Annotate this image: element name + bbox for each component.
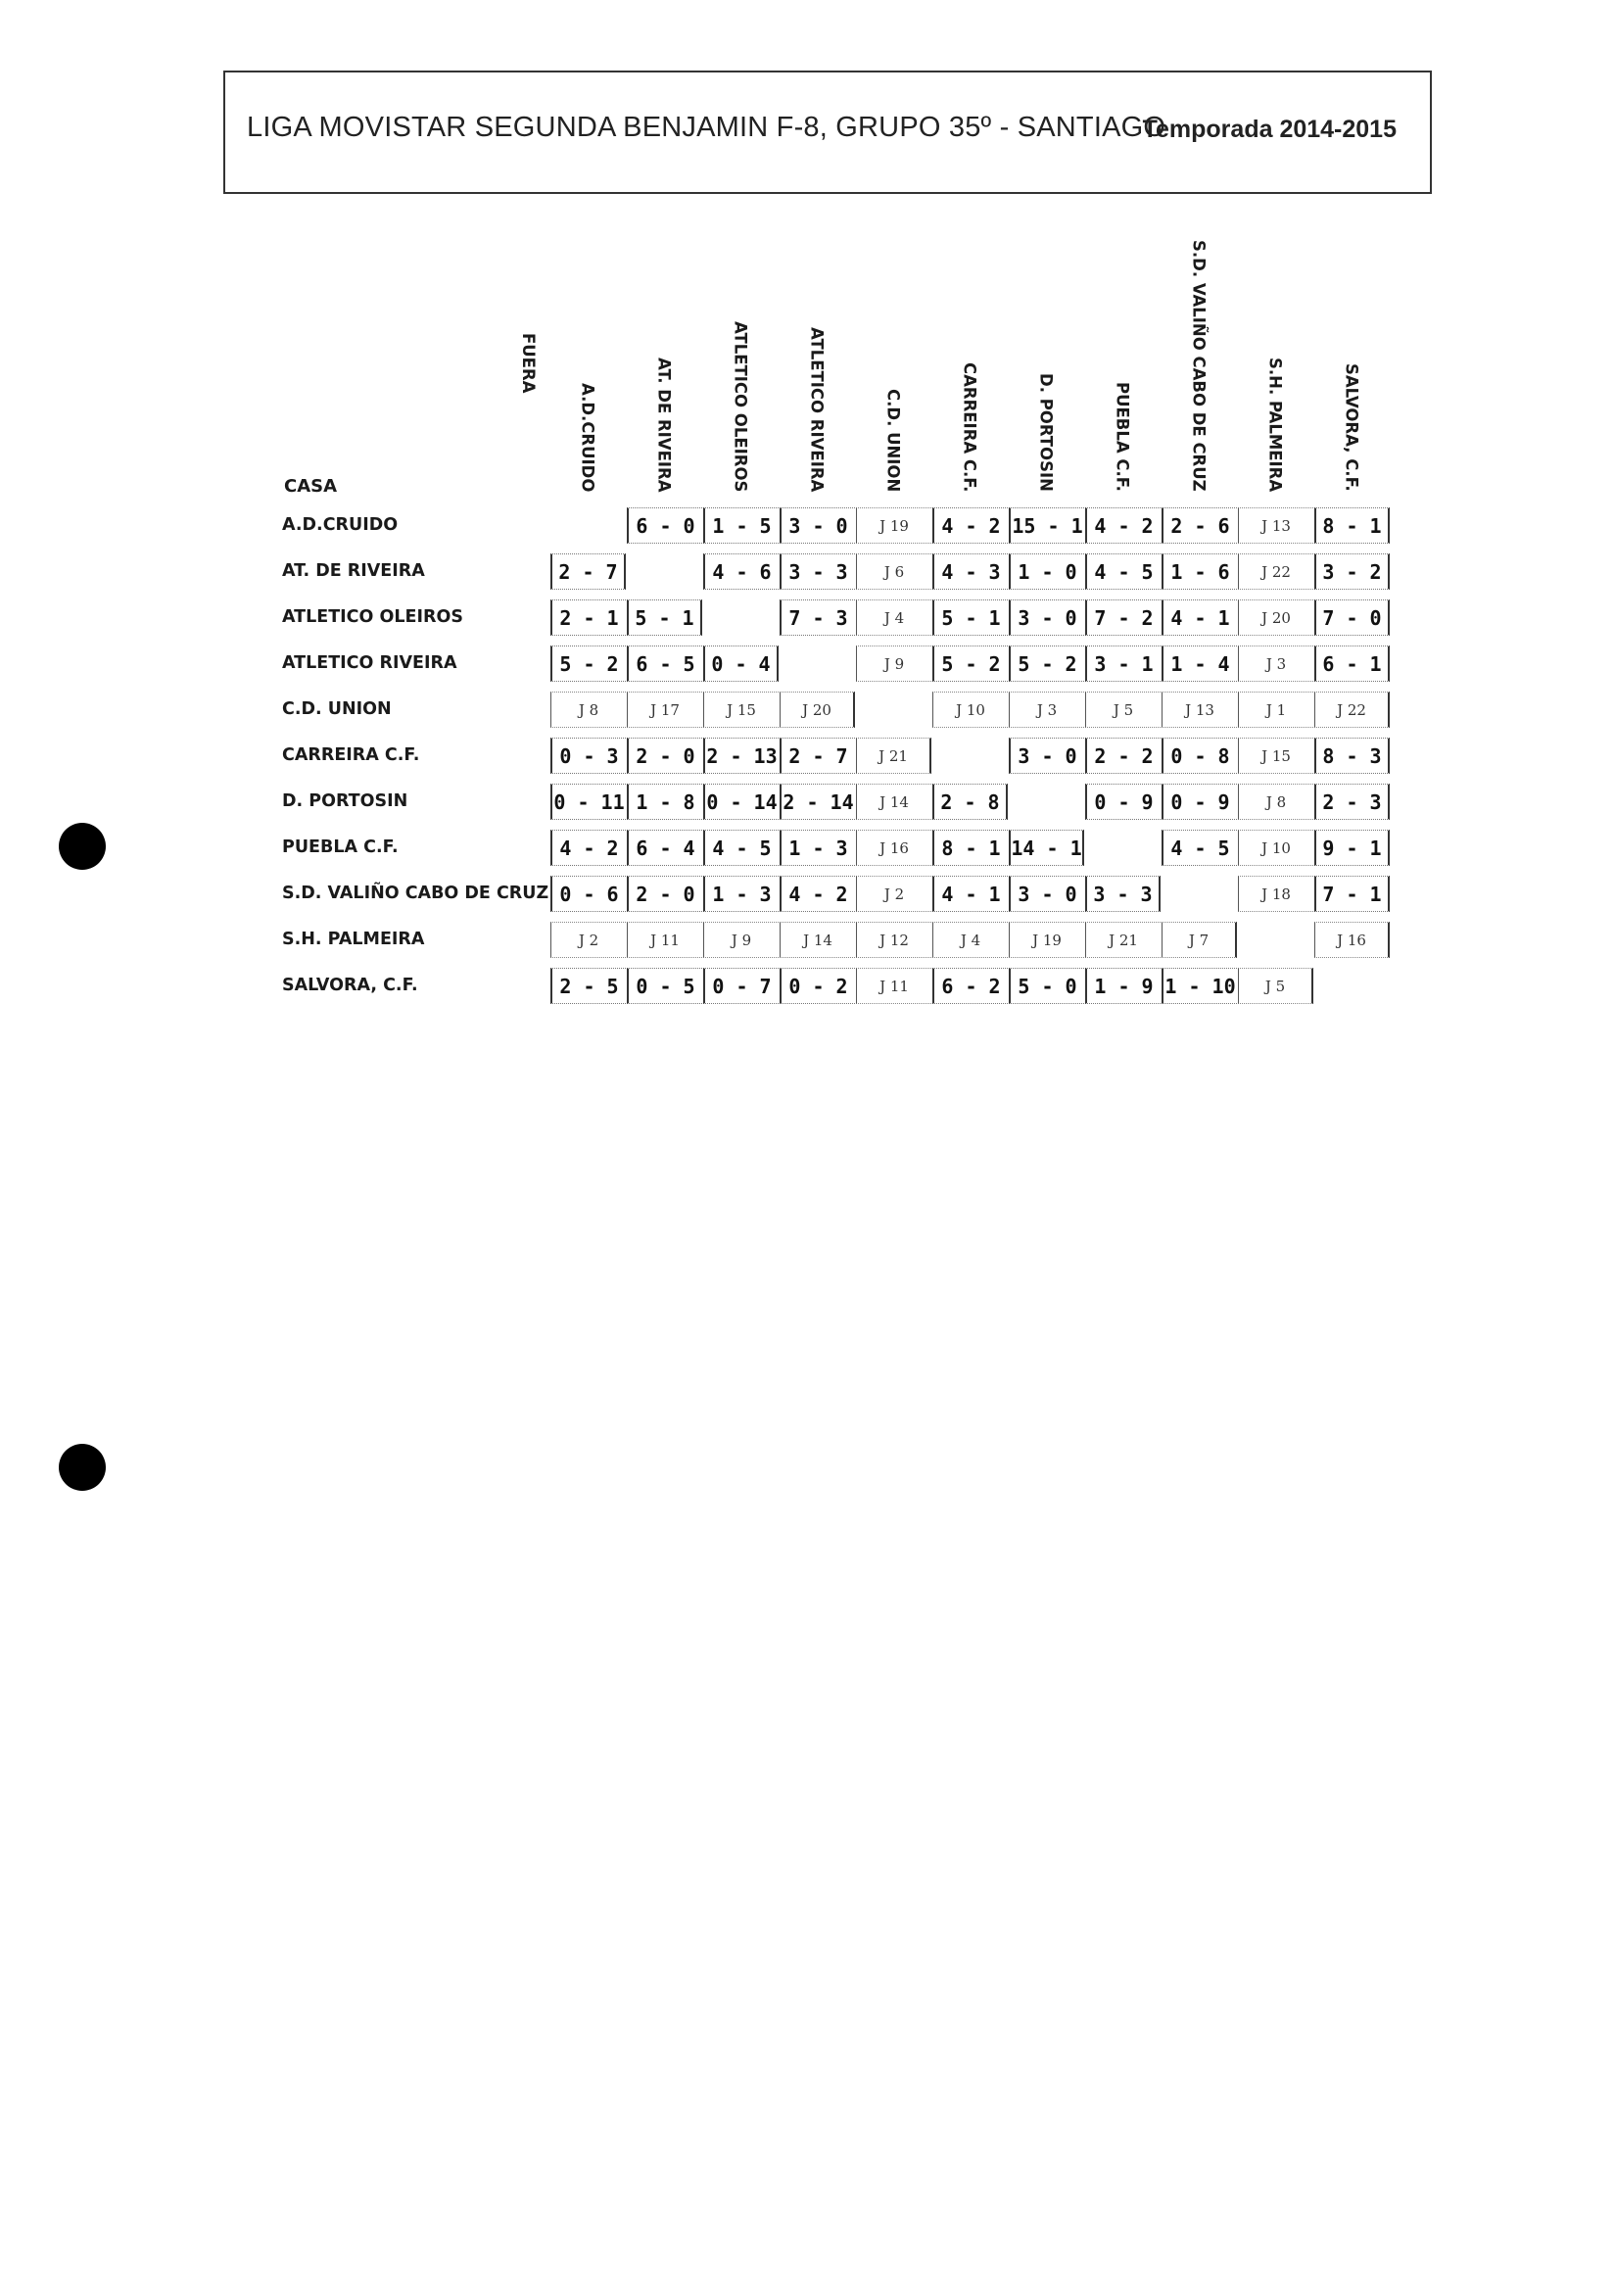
score-cell: 6 - 4 (627, 830, 702, 866)
away-label: FUERA (519, 333, 538, 394)
score-cell: 2 - 0 (627, 876, 702, 912)
score-cell: 3 - 1 (1085, 646, 1161, 682)
punch-hole (59, 823, 106, 870)
score-cell: 7 - 3 (780, 599, 855, 636)
score-cell: 3 - 3 (780, 553, 855, 590)
matchday-cell: J 2 (550, 922, 626, 958)
score-cell: 4 - 2 (550, 830, 626, 866)
score-cell: 1 - 6 (1162, 553, 1237, 590)
matchday-cell: J 15 (703, 692, 779, 728)
row-label-salvora-c-f: SALVORA, C.F. (282, 976, 418, 995)
score-cell: 4 - 2 (780, 876, 855, 912)
punch-hole (59, 1444, 106, 1491)
column-header-atletico-riveira: ATLETICO RIVEIRA (807, 327, 827, 493)
row-label-carreira-c-f: CARREIRA C.F. (282, 745, 420, 765)
matchday-cell: J 3 (1238, 646, 1313, 682)
score-cell: 5 - 0 (1009, 968, 1084, 1004)
score-cell: 3 - 0 (1009, 876, 1084, 912)
score-cell: 3 - 3 (1085, 876, 1161, 912)
score-cell: 7 - 0 (1314, 599, 1390, 636)
column-header-puebla-c-f: PUEBLA C.F. (1113, 382, 1132, 492)
matchday-cell: J 12 (856, 922, 931, 958)
matchday-cell: J 21 (1085, 922, 1161, 958)
column-header-s-d-vali-o-cabo-de-cruz: S.D. VALIÑO CABO DE CRUZ (1189, 240, 1209, 492)
matchday-cell: J 8 (1238, 784, 1313, 820)
score-cell: 0 - 4 (703, 646, 779, 682)
matchday-cell: J 9 (703, 922, 779, 958)
matchday-cell: J 7 (1162, 922, 1237, 958)
score-cell: 4 - 2 (932, 507, 1008, 544)
score-cell: 1 - 4 (1162, 646, 1237, 682)
matchday-cell: J 16 (856, 830, 931, 866)
score-cell: 8 - 1 (1314, 507, 1390, 544)
row-label-d-portosin: D. PORTOSIN (282, 791, 408, 811)
column-header-carreira-c-f: CARREIRA C.F. (960, 362, 979, 493)
column-header-s-h-palmeira: S.H. PALMEIRA (1265, 358, 1285, 493)
matchday-cell: J 1 (1238, 692, 1313, 728)
matchday-cell: J 10 (1238, 830, 1313, 866)
row-label-puebla-c-f: PUEBLA C.F. (282, 837, 399, 857)
matchday-cell: J 3 (1009, 692, 1084, 728)
score-cell: 14 - 1 (1009, 830, 1084, 866)
column-header-atletico-oleiros: ATLETICO OLEIROS (731, 321, 750, 493)
row-label-s-h-palmeira: S.H. PALMEIRA (282, 930, 425, 949)
score-cell: 5 - 1 (627, 599, 702, 636)
matchday-cell: J 14 (856, 784, 931, 820)
score-cell: 4 - 5 (703, 830, 779, 866)
matchday-cell: J 16 (1314, 922, 1390, 958)
score-cell: 7 - 2 (1085, 599, 1161, 636)
score-cell: 2 - 7 (780, 738, 855, 774)
score-cell: 9 - 1 (1314, 830, 1390, 866)
score-cell: 1 - 3 (703, 876, 779, 912)
row-label-s-d-vali-o-cabo-de-cruz: S.D. VALIÑO CABO DE CRUZ (282, 884, 549, 903)
score-cell: 3 - 2 (1314, 553, 1390, 590)
row-label-a-d-cruido: A.D.CRUIDO (282, 515, 399, 535)
matchday-cell: J 5 (1238, 968, 1313, 1004)
row-label-c-d-union: C.D. UNION (282, 699, 392, 719)
score-cell: 5 - 2 (1009, 646, 1084, 682)
score-cell: 4 - 5 (1085, 553, 1161, 590)
score-cell: 1 - 5 (703, 507, 779, 544)
score-cell: 4 - 1 (1162, 599, 1237, 636)
score-cell: 0 - 6 (550, 876, 626, 912)
row-label-atletico-oleiros: ATLETICO OLEIROS (282, 607, 463, 627)
matchday-cell: J 20 (1238, 599, 1313, 636)
score-cell: 2 - 5 (550, 968, 626, 1004)
matchday-cell: J 2 (856, 876, 931, 912)
score-cell: 6 - 1 (1314, 646, 1390, 682)
score-cell: 3 - 0 (780, 507, 855, 544)
score-cell: 4 - 5 (1162, 830, 1237, 866)
matchday-cell: J 10 (932, 692, 1008, 728)
score-cell: 2 - 14 (780, 784, 855, 820)
matchday-cell: J 6 (856, 553, 931, 590)
season-label: Temporada 2014-2015 (1142, 116, 1397, 143)
matchday-cell: J 17 (627, 692, 702, 728)
score-cell: 5 - 2 (932, 646, 1008, 682)
score-cell: 1 - 10 (1162, 968, 1237, 1004)
matchday-cell: J 22 (1238, 553, 1313, 590)
score-cell: 4 - 6 (703, 553, 779, 590)
matchday-cell: J 14 (780, 922, 855, 958)
title-box (223, 71, 1432, 194)
column-header-salvora-c-f: SALVORA, C.F. (1342, 363, 1361, 492)
home-label: CASA (284, 476, 338, 497)
score-cell: 2 - 8 (932, 784, 1008, 820)
matchday-cell: J 20 (780, 692, 855, 728)
score-cell: 2 - 7 (550, 553, 626, 590)
score-cell: 1 - 0 (1009, 553, 1084, 590)
score-cell: 8 - 3 (1314, 738, 1390, 774)
row-label-at-de-riveira: AT. DE RIVEIRA (282, 561, 425, 581)
page-title: LIGA MOVISTAR SEGUNDA BENJAMIN F-8, GRUPO 35º - SANTIAGO (247, 112, 1166, 143)
score-cell: 3 - 0 (1009, 599, 1084, 636)
score-cell: 15 - 1 (1009, 507, 1084, 544)
matchday-cell: J 18 (1238, 876, 1313, 912)
score-cell: 6 - 2 (932, 968, 1008, 1004)
score-cell: 2 - 3 (1314, 784, 1390, 820)
matchday-cell: J 11 (856, 968, 931, 1004)
score-cell: 1 - 8 (627, 784, 702, 820)
score-cell: 7 - 1 (1314, 876, 1390, 912)
matchday-cell: J 21 (856, 738, 931, 774)
score-cell: 1 - 3 (780, 830, 855, 866)
score-cell: 5 - 2 (550, 646, 626, 682)
matchday-cell: J 11 (627, 922, 702, 958)
matchday-cell: J 4 (856, 599, 931, 636)
column-header-d-portosin: D. PORTOSIN (1036, 373, 1056, 492)
score-cell: 0 - 14 (703, 784, 779, 820)
score-cell: 0 - 8 (1162, 738, 1237, 774)
score-cell: 3 - 0 (1009, 738, 1084, 774)
score-cell: 2 - 1 (550, 599, 626, 636)
row-label-atletico-riveira: ATLETICO RIVEIRA (282, 653, 457, 673)
column-header-c-d-union: C.D. UNION (883, 389, 903, 493)
score-cell: 4 - 3 (932, 553, 1008, 590)
score-cell: 2 - 13 (703, 738, 779, 774)
matchday-cell: J 15 (1238, 738, 1313, 774)
score-cell: 0 - 5 (627, 968, 702, 1004)
score-cell: 4 - 2 (1085, 507, 1161, 544)
score-cell: 6 - 0 (627, 507, 702, 544)
score-cell: 2 - 2 (1085, 738, 1161, 774)
matchday-cell: J 5 (1085, 692, 1161, 728)
score-cell: 6 - 5 (627, 646, 702, 682)
column-header-at-de-riveira: AT. DE RIVEIRA (654, 358, 674, 493)
score-cell: 0 - 11 (550, 784, 626, 820)
score-cell: 0 - 9 (1085, 784, 1161, 820)
score-cell: 5 - 1 (932, 599, 1008, 636)
score-cell: 8 - 1 (932, 830, 1008, 866)
matchday-cell: J 13 (1162, 692, 1237, 728)
matchday-cell: J 4 (932, 922, 1008, 958)
score-cell: 0 - 9 (1162, 784, 1237, 820)
score-cell: 0 - 3 (550, 738, 626, 774)
score-cell: 1 - 9 (1085, 968, 1161, 1004)
matchday-cell: J 8 (550, 692, 626, 728)
score-cell: 0 - 2 (780, 968, 855, 1004)
score-cell: 0 - 7 (703, 968, 779, 1004)
matchday-cell: J 19 (856, 507, 931, 544)
matchday-cell: J 13 (1238, 507, 1313, 544)
score-cell: 4 - 1 (932, 876, 1008, 912)
column-header-a-d-cruido: A.D.CRUIDO (578, 383, 597, 493)
score-cell: 2 - 0 (627, 738, 702, 774)
score-cell: 2 - 6 (1162, 507, 1237, 544)
matchday-cell: J 9 (856, 646, 931, 682)
matchday-cell: J 22 (1314, 692, 1390, 728)
matchday-cell: J 19 (1009, 922, 1084, 958)
